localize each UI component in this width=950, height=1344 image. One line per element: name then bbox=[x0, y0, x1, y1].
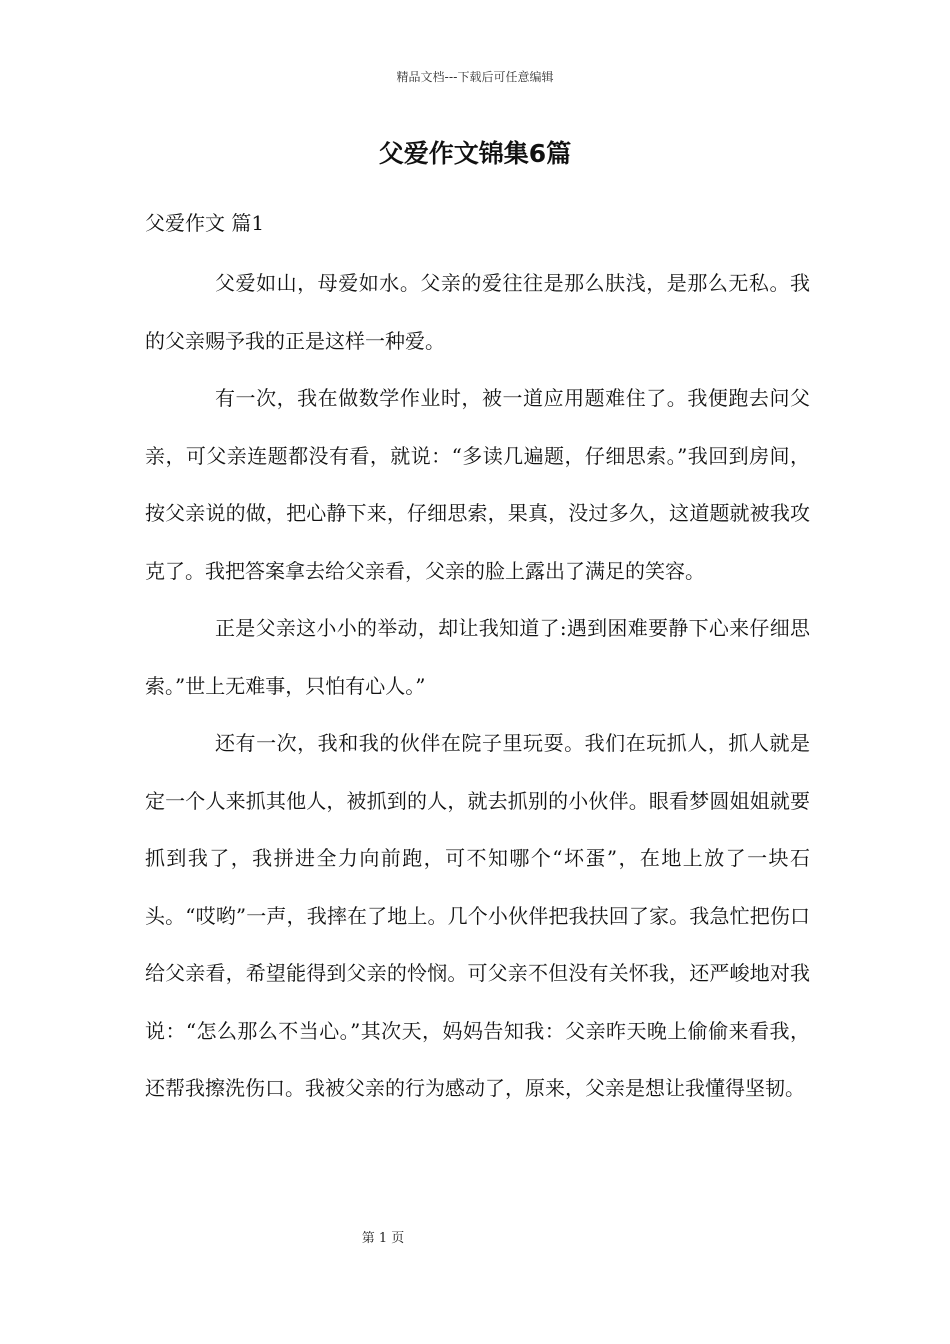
paragraph-1: 父爱如山，母爱如水。父亲的爱往往是那么肤浅，是那么无私。我的父亲赐予我的正是这样一种爱。 bbox=[145, 271, 810, 353]
document-title: 父爱作文锦集6篇 bbox=[378, 139, 572, 168]
article-body bbox=[145, 255, 810, 1118]
paragraph-4: 还有一次，我和我的伙伴在院子里玩耍。我们在玩抓人，抓人就是定一个人来抓其他人，被抓到的人，就去抓别的小伙伴。眼看梦圆姐姐就要抓到我了，我拼进全力向前跑，可不知哪个“坏蛋”，在地上放了一块石头。“哎哟”一声，我摔在了地上。几个小伙伴把我扶回了家。我急忙把伤口给父亲看，希望能得到父亲的怜悯。可父亲不但没有关怀我，还严峻地对我说：“怎么那么不当心。”其次天，妈妈告知我：父亲昨天晚上偷偷来看我，还帮我擦洗伤口。我被父亲的行为感动了，原来，父亲是想让我懂得坚韧。 bbox=[145, 731, 810, 1100]
page-number: 第 1 页 bbox=[361, 1231, 405, 1246]
section-heading: 父爱作文 篇1 bbox=[145, 211, 265, 235]
header-note: 精品文档---下载后可任意编辑 bbox=[396, 70, 554, 84]
paragraph-3: 正是父亲这小小的举动，却让我知道了:遇到困难要静下心来仔细思索。”世上无难事，只怕有心人。” bbox=[145, 616, 810, 698]
paragraph-2: 有一次，我在做数学作业时，被一道应用题难住了。我便跑去问父亲，可父亲连题都没有看，就说：“多读几遍题，仔细思索。”我回到房间，按父亲说的做，把心静下来，仔细思索，果真，没过多久，这道题就被我攻克了。我把答案拿去给父亲看，父亲的脸上露出了满足的笑容。 bbox=[145, 386, 810, 583]
